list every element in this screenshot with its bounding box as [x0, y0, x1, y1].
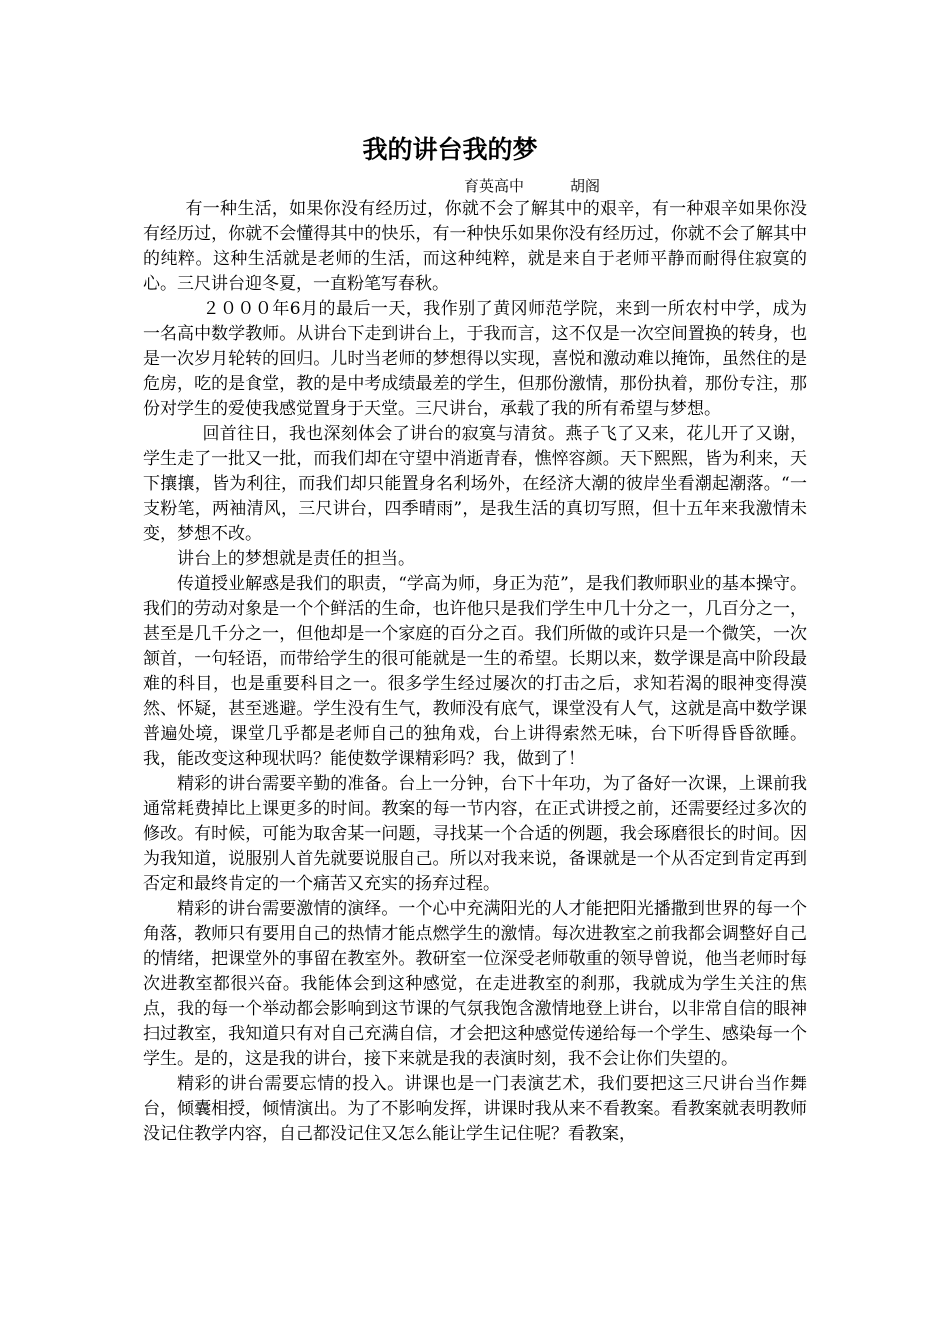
document-title: 我的讲台我的梦 — [362, 135, 538, 164]
byline — [464, 176, 600, 196]
paragraph: 传道授业解惑是我们的职责，“学高为师，身正为范”，是我们教师职业的基本操守。我们的劳动对象是一个个鲜活的生命，也许他只是我们学生中几十分之一，几百分之一，甚至是几千分之一，但他却是一个家庭的百分之百。我们所做的或许只是一个微笑，一次颔首，一句轻语，而带给学生的很可能就是一生的希望。长期以来，数学课是高中阶段最难的科目，也是重要科目之一。很多学生经过屡次的打击之后，求知若渴的眼神变得漠然、怀疑，甚至逃避。学生没有生气，教师没有底气，课堂没有人气，这就是高中数学课普遍处境，课堂几乎都是老师自己的独角戏，台上讲得索然无味，台下听得昏昏欲睡。我，能改变这种现状吗？能使数学课精彩吗？我，做到了！ — [143, 574, 807, 769]
paragraph: ２０００年6月的最后一天，我作别了黄冈师范学院，来到一所农村中学，成为一名高中数学教师。从讲台下走到讲台上，于我而言，这不仅是一次空间置换的转身，也是一次岁月轮转的回归。儿时当老师的梦想得以实现，喜悦和激动难以掩饰，虽然住的是危房，吃的是食堂，教的是中考成绩最差的学生，但那份激情，那份执着，那份专注，那份对学生的爱使我感觉置身于天堂。三尺讲台，承载了我的所有希望与梦想。 — [143, 299, 807, 419]
school-name: 育英高中 — [464, 177, 525, 195]
paragraph: 有一种生活，如果你没有经历过，你就不会了解其中的艰辛，有一种艰辛如果你没有经历过，你就不会懂得其中的快乐，有一种快乐如果你没有经历过，你就不会了解其中的纯粹。这种生活就是老师的生活，而这种纯粹，就是来自于老师平静而耐得住寂寞的心。三尺讲台迎冬夏，一直粉笔写春秋。 — [143, 199, 807, 294]
paragraph: 精彩的讲台需要激情的演绎。一个心中充满阳光的人才能把阳光播撒到世界的每一个角落，教师只有要用自己的热情才能点燃学生的激情。每次进教室之前我都会调整好自己的情绪，把课堂外的事留在教室外。教研室一位深受老师敬重的领导曾说，他当老师时每次进教室都很兴奋。我能体会到这种感觉，在走进教室的刹那，我就成为学生关注的焦点，我的每一个举动都会影响到这节课的气氛我饱含激情地登上讲台，以非常自信的眼神扫过教室，我知道只有对自己充满自信，才会把这种感觉传递给每一个学生、感染每一个学生。是的，这是我的讲台，接下来就是我的表演时刻，我不会让你们失望的。 — [143, 899, 807, 1069]
author-name: 胡阁 — [570, 177, 601, 195]
paragraph: 精彩的讲台需要忘情的投入。讲课也是一门表演艺术，我们要把这三尺讲台当作舞台，倾囊相授，倾情演出。为了不影响发挥，讲课时我从来不看教案。看教案就表明教师没记住教学内容，自己都没记住又怎么能让学生记住呢？看教案， — [143, 1074, 807, 1144]
paragraph: 精彩的讲台需要辛勤的准备。台上一分钟，台下十年功，为了备好一次课，上课前我通常耗费掉比上课更多的时间。教案的每一节内容，在正式讲授之前，还需要经过多次的修改。有时候，可能为取舍某一问题，寻找某一个合适的例题，我会琢磨很长的时间。因为我知道，说服别人首先就要说服自己。所以对我来说，备课就是一个从否定到肯定再到否定和最终肯定的一个痛苦又充实的扬弃过程。 — [143, 774, 807, 894]
document-body — [143, 197, 807, 1147]
paragraph: 讲台上的梦想就是责任的担当。 — [177, 549, 415, 569]
paragraph: 回首往日，我也深刻体会了讲台的寂寞与清贫。燕子飞了又来，花儿开了又谢，学生走了一批又一批，而我们却在守望中消逝青春，憔悴容颜。天下熙熙，皆为利来，天下攘攘，皆为利往，而我们却只能置身名利场外，在经济大潮的彼岸坐看潮起潮落。“一支粉笔，两袖清风，三尺讲台，四季晴雨”，是我生活的真切写照，但十五年来我激情未变，梦想不改。 — [143, 424, 807, 544]
